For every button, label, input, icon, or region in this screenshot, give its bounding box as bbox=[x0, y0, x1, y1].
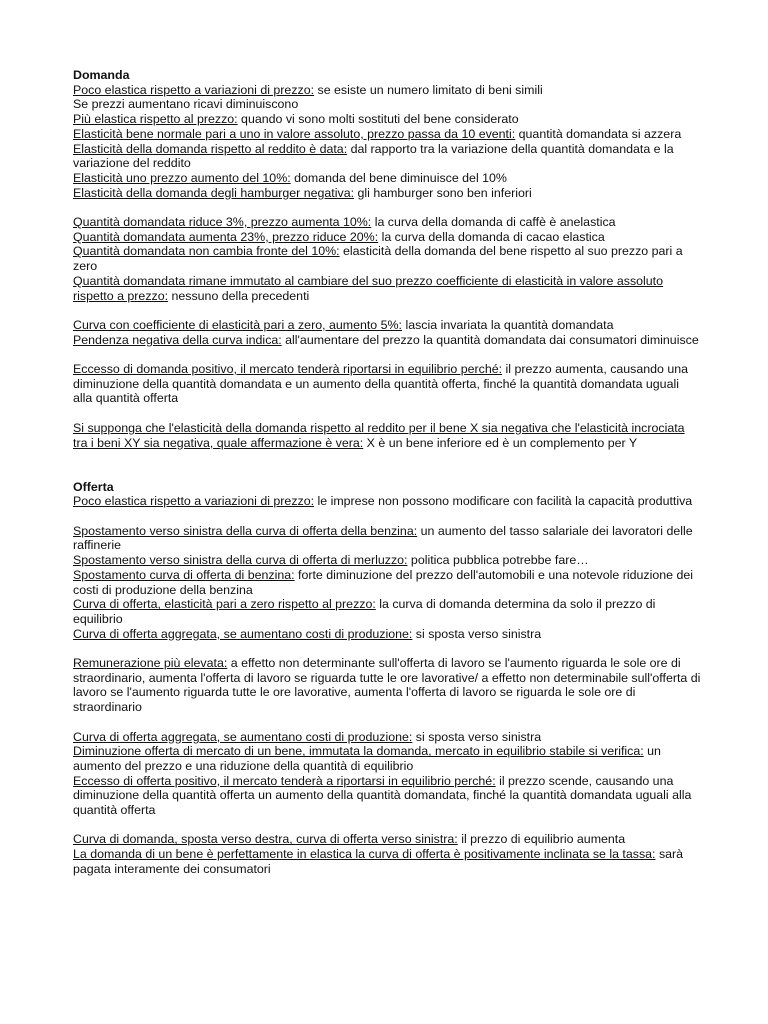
qa-item bbox=[73, 730, 701, 745]
question-text: Si supponga che l'elasticità della domanda rispetto al reddito per il bene X sia negativa che l'elasticità incrociata tra i beni XY sia negativa, quale affermazione è vera: bbox=[73, 420, 685, 450]
qa-item bbox=[73, 318, 701, 333]
spacer bbox=[73, 818, 701, 833]
answer-text: all'aumentare del prezzo la quantità domandata dai consumatori diminuisce bbox=[281, 332, 699, 347]
offerta-block-4 bbox=[73, 730, 701, 818]
offerta-block-5 bbox=[73, 832, 701, 876]
offerta-block-2 bbox=[73, 524, 701, 642]
answer-text: domanda del bene diminuisce del 10% bbox=[290, 170, 507, 185]
answer-text: il prezzo scende, causando una diminuzione della quantità offerta un aumento della quantità domandata, finché la quantità domandata uguali alla quantità offerta bbox=[73, 773, 692, 818]
offerta-block-1 bbox=[73, 494, 701, 509]
answer-text: politica pubblica potrebbe fare… bbox=[407, 553, 589, 568]
answer-text: le imprese non possono modificare con facilità la capacità produttiva bbox=[314, 494, 693, 509]
answer-text: elasticità della domanda del bene rispetto al suo prezzo pari a zero bbox=[73, 244, 683, 274]
spacer bbox=[73, 450, 701, 479]
question-text: Quantità domandata rimane immutato al cambiare del suo prezzo coefficiente di elasticità in valore assoluto rispetto a prezzo: bbox=[73, 273, 664, 303]
answer-text: quando vi sono molti sostituti del bene considerato bbox=[237, 112, 519, 127]
qa-item bbox=[73, 656, 701, 715]
question-text: Quantità domandata aumenta 23%, prezzo riduce 20%: bbox=[73, 229, 379, 244]
spacer bbox=[73, 347, 701, 362]
domanda-block-2 bbox=[73, 215, 701, 303]
qa-item bbox=[73, 832, 701, 847]
section-offerta bbox=[73, 480, 701, 877]
answer-text: la curva di domanda determina da solo il prezzo di equilibrio bbox=[73, 597, 656, 626]
qa-item bbox=[73, 112, 701, 127]
answer-text: forte diminuzione del prezzo dell'automobili e una notevole riduzione dei costi di produzione della benzina bbox=[73, 567, 693, 597]
qa-item bbox=[73, 627, 701, 642]
question-text: Curva di domanda, sposta verso destra, curva di offerta verso sinistra: bbox=[73, 832, 458, 847]
answer-text: se esiste un numero limitato di beni simili bbox=[314, 82, 543, 97]
spacer bbox=[73, 641, 701, 656]
answer-text: il prezzo di equilibrio aumenta bbox=[457, 832, 626, 847]
answer-text: dal rapporto tra la variazione della quantità domandata e la variazione del reddito bbox=[73, 141, 674, 171]
answer-text: la curva della domanda di caffè è anelastica bbox=[371, 215, 616, 230]
qa-item bbox=[73, 333, 701, 348]
question-text: Elasticità bene normale pari a uno in valore assoluto, prezzo passa da 10 eventi: bbox=[73, 126, 516, 141]
section-domanda bbox=[73, 68, 701, 450]
question-text: Spostamento verso sinistra della curva di offerta della benzina: bbox=[73, 523, 418, 538]
answer-text: si sposta verso sinistra bbox=[412, 626, 542, 641]
question-text: Elasticità uno prezzo aumento del 10%: bbox=[73, 170, 291, 185]
question-text: Eccesso di offerta positivo, il mercato tenderà a riportarsi in equilibrio perché: bbox=[73, 773, 496, 788]
answer-text: X è un bene inferiore ed è un complemento per Y bbox=[363, 435, 638, 450]
answer-text: lascia invariata la quantità domandata bbox=[402, 317, 614, 332]
spacer bbox=[73, 303, 701, 318]
qa-item bbox=[73, 142, 701, 171]
domanda-block-1 bbox=[73, 83, 701, 201]
domanda-block-3 bbox=[73, 318, 701, 347]
document-page bbox=[73, 68, 701, 877]
answer-text: un aumento del prezzo e una riduzione della quantità di equilibrio bbox=[73, 744, 661, 773]
qa-item bbox=[73, 774, 701, 818]
domanda-block-5 bbox=[73, 421, 701, 450]
question-text: Spostamento verso sinistra della curva di offerta di merluzzo: bbox=[73, 553, 408, 568]
qa-item bbox=[73, 847, 701, 876]
answer-text: un aumento del tasso salariale dei lavoratori delle raffinerie bbox=[73, 523, 693, 553]
domanda-block-4 bbox=[73, 362, 701, 406]
answer-text: Se prezzi aumentano ricavi diminuiscono bbox=[73, 97, 299, 112]
section-title-domanda: Domanda bbox=[73, 68, 130, 82]
question-text: Curva di offerta aggregata, se aumentano costi di produzione: bbox=[73, 626, 413, 641]
qa-item bbox=[73, 186, 701, 201]
answer-text: il prezzo aumenta, causando una diminuzione della quantità domandata e un aumento della quantità offerta, finché la quantità domandata uguali alla quantità offerta bbox=[73, 362, 689, 406]
answer-text: la curva della domanda di cacao elastica bbox=[378, 229, 605, 244]
question-text: Diminuzione offerta di mercato di un bene, immutata la domanda, mercato in equilibrio stabile si verifica: bbox=[73, 744, 644, 759]
qa-item bbox=[73, 83, 701, 98]
answer-text: si sposta verso sinistra bbox=[412, 729, 542, 744]
question-text: Quantità domandata non cambia fronte del 10%: bbox=[73, 244, 340, 259]
spacer bbox=[73, 406, 701, 421]
qa-item bbox=[73, 553, 701, 568]
answer-text: gli hamburger sono ben inferiori bbox=[354, 185, 532, 200]
question-text: Spostamento curva di offerta di benzina: bbox=[73, 567, 295, 582]
question-text: Remunerazione più elevata: bbox=[73, 656, 228, 671]
qa-item bbox=[73, 362, 701, 406]
section-title-offerta: Offerta bbox=[73, 479, 114, 494]
qa-item bbox=[73, 97, 701, 112]
question-text: Elasticità della domanda rispetto al reddito è data: bbox=[73, 141, 348, 156]
question-text: Più elastica rispetto al prezzo: bbox=[73, 112, 238, 127]
qa-item bbox=[73, 244, 701, 273]
question-text: Poco elastica rispetto a variazioni di prezzo: bbox=[73, 494, 315, 509]
question-text: Curva con coefficiente di elasticità pari a zero, aumento 5%: bbox=[73, 317, 402, 332]
answer-text: nessuno della precedenti bbox=[168, 288, 310, 303]
offerta-block-3 bbox=[73, 656, 701, 715]
qa-item bbox=[73, 421, 701, 450]
qa-item bbox=[73, 568, 701, 597]
qa-item bbox=[73, 524, 701, 553]
question-text: Quantità domandata riduce 3%, prezzo aumenta 10%: bbox=[73, 215, 372, 230]
question-text: Elasticità della domanda degli hamburger negativa: bbox=[73, 185, 355, 200]
answer-text: sarà pagata interamente dei consumatori bbox=[73, 847, 684, 876]
question-text: Eccesso di domanda positivo, il mercato tenderà riportarsi in equilibrio perché: bbox=[73, 362, 503, 377]
spacer bbox=[73, 715, 701, 730]
qa-item bbox=[73, 230, 701, 245]
qa-item bbox=[73, 171, 701, 186]
qa-item bbox=[73, 744, 701, 773]
question-text: Pendenza negativa della curva indica: bbox=[73, 332, 282, 347]
spacer bbox=[73, 509, 701, 524]
answer-text: a effetto non determinante sull'offerta di lavoro se l'aumento riguarda le sole ore di straordinario, aumenta l'offerta di lavoro se riguarda tutte le ore lavorative/ a effetto non determinabile sull'offerta di lavoro se l'aumento riguarda tutte le ore lavorative, aumenta l'offerta di lavoro se riguarda le sole ore di straordinario bbox=[73, 656, 701, 715]
qa-item bbox=[73, 597, 701, 626]
question-text: Curva di offerta aggregata, se aumentano costi di produzione: bbox=[73, 729, 413, 744]
qa-item bbox=[73, 494, 701, 509]
spacer bbox=[73, 200, 701, 215]
qa-item bbox=[73, 127, 701, 142]
answer-text: quantità domandata si azzera bbox=[515, 126, 682, 141]
question-text: La domanda di un bene è perfettamente in elastica la curva di offerta è positivamente inclinata se la tassa: bbox=[73, 847, 656, 862]
question-text: Poco elastica rispetto a variazioni di prezzo: bbox=[73, 82, 315, 97]
qa-item bbox=[73, 274, 701, 303]
qa-item bbox=[73, 215, 701, 230]
question-text: Curva di offerta, elasticità pari a zero rispetto al prezzo: bbox=[73, 597, 376, 612]
